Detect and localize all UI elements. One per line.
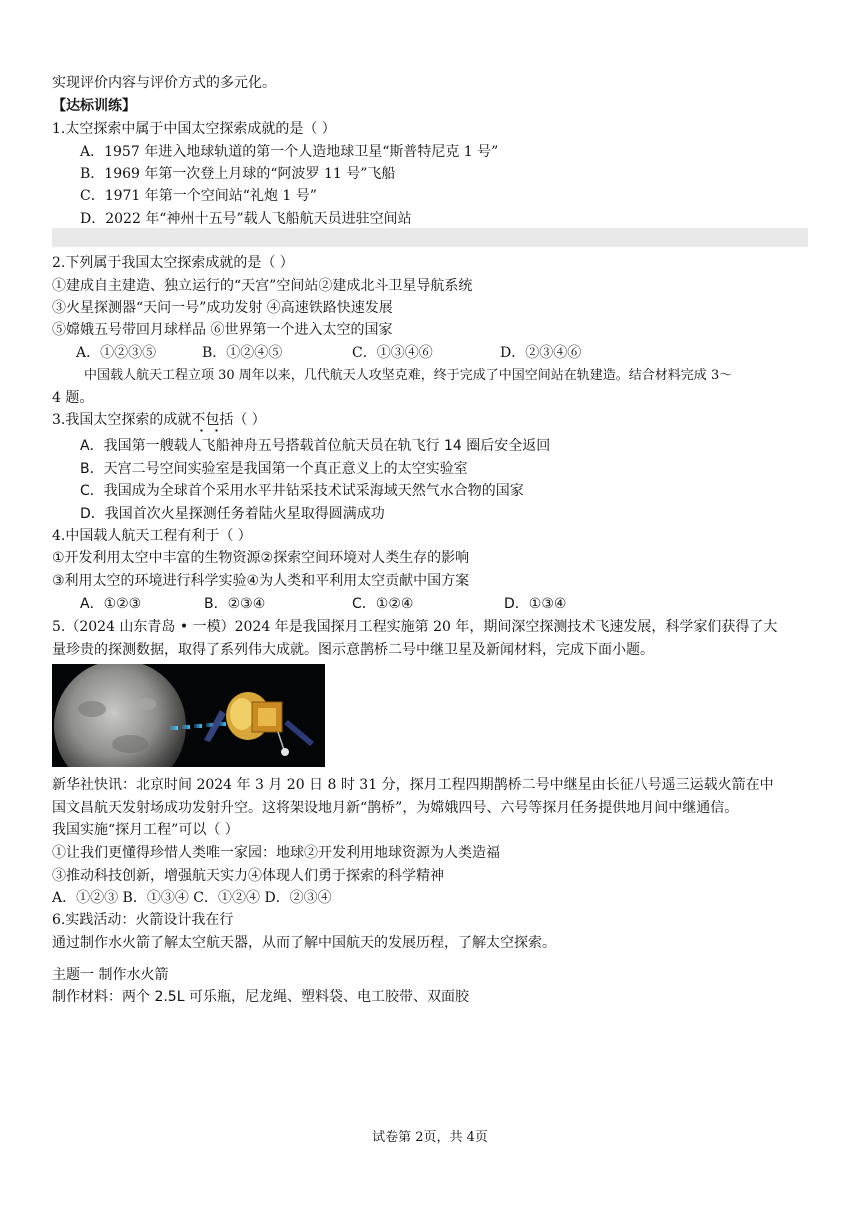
q3-option-b: B．天宫二号空间实验室是我国第一个真正意义上的太空实验室 [80,461,468,477]
q4-option-b: B．②③④ [204,596,266,612]
q1-option-b: B．1969 年第一次登上月球的“阿波罗 11 号”飞船 [80,166,396,182]
q4-item-2: ③利用太空的环境进行科学实验④为人类和平利用太空贡献中国方案 [52,573,470,589]
material-34-line1: 中国载人航天工程立项 30 周年以来，几代航天人攻坚克难，终于完成了中国空间站在轨建造。结合材料完成 3～ [84,368,733,383]
q6-theme: 主题一 制作水火箭 [52,967,169,983]
q2-option-a: A．①②③⑤ [76,345,157,361]
q3-stem-pre: 3.我国太空探索的成就 [52,412,192,428]
q3-option-d: D．我国首次火星探测任务着陆火星取得圆满成功 [80,506,385,522]
q5-item-1: ①让我们更懂得珍惜人类唯一家园：地球②开发利用地球资源为人类造福 [52,845,500,861]
q4-item-1: ①开发利用太空中丰富的生物资源②探索空间环境对人类生存的影响 [52,550,470,566]
q3-stem-emphasis: 不包括 [191,412,234,428]
q2-option-d: D．②③④⑥ [500,345,582,361]
intro-line: 实现评价内容与评价方式的多元化。 [52,75,276,91]
q2-option-b: B．①②④⑤ [202,345,283,361]
q4-option-c: C．①②④ [352,596,414,612]
q4-stem: 4.中国载人航天工程有利于（ ） [52,528,252,544]
q5-news-line1: 新华社快讯：北京时间 2024 年 3 月 20 日 8 时 31 分，探月工程四期鹊桥二号中继星由长征八号遥三运载火箭在中 [52,777,774,793]
q2-option-c: C．①③④⑥ [352,345,433,361]
q1-stem: 1.太空探索中属于中国太空探索成就的是（ ） [52,121,336,137]
q6-title: 6.实践活动：火箭设计我在行 [52,912,234,928]
q2-stem: 2.下列属于我国太空探索成就的是（ ） [52,255,294,271]
q1-option-c: C．1971 年第一个空间站“礼炮 1 号” [80,188,317,204]
q5-options: A．①②③ B．①③④ C．①②④ D．②③④ [52,890,332,906]
q5-item-2: ③推动科技创新，增强航天实力④体现人们勇于探索的科学精神 [52,868,444,884]
q2-item-3: ⑤嫦娥五号带回月球样品 ⑥世界第一个进入太空的国家 [52,322,393,338]
q1-option-a: A．1957 年进入地球轨道的第一个人造地球卫星“斯普特尼克 1 号” [80,144,499,160]
q3-option-a: A．我国第一艘载人飞船神舟五号搭载首位航天员在轨飞行 14 圈后安全返回 [80,438,551,454]
q2-item-2: ③火星探测器“天问一号”成功发射 ④高速铁路快速发展 [52,300,393,316]
q3-stem-post: （ ） [233,412,266,428]
q5-intro-line2: 量珍贵的探测数据，取得了系列伟大成就。图示意鹊桥二号中继卫星及新闻材料，完成下面小题。 [52,642,654,658]
q3-stem [52,410,266,430]
section-title: 【达标训练】 [52,98,136,114]
q4-option-d: D．①③④ [504,596,567,612]
q6-desc: 通过制作水火箭了解太空航天器，从而了解中国航天的发展历程，了解太空探索。 [52,935,556,951]
q2-item-1: ①建成自主建造、独立运行的“天宫”空间站②建成北斗卫星导航系统 [52,278,473,294]
q1-option-d: D．2022 年“神州十五号”载人飞船航天员进驻空间站 [80,211,412,227]
q6-materials: 制作材料：两个 2.5L 可乐瓶，尼龙绳、塑料袋、电工胶带、双面胶 [52,989,469,1005]
page-footer: 试卷第 2页，共 4页 [372,1130,488,1145]
q4-option-a: A．①②③ [80,596,142,612]
q3-option-c: C．我国成为全球首个采用水平井钻采技术试采海域天然气水合物的国家 [80,483,524,499]
material-34-line2: 4 题。 [52,390,94,406]
q5-stem: 我国实施“探月工程”可以（ ） [52,822,239,838]
separator-band [52,228,808,247]
q5-intro-line1: 5.（2024 山东青岛 • 一模）2024 年是我国探月工程实施第 20 年，期间深空探测技术飞速发展，科学家们获得了大 [52,619,778,635]
queqiao-satellite-image [52,664,325,767]
q5-news-line2: 国文昌航天发射场成功发射升空。这将架设地月新“鹊桥”，为嫦娥四号、六号等探月任务提供地月间中继通信。 [52,800,739,816]
